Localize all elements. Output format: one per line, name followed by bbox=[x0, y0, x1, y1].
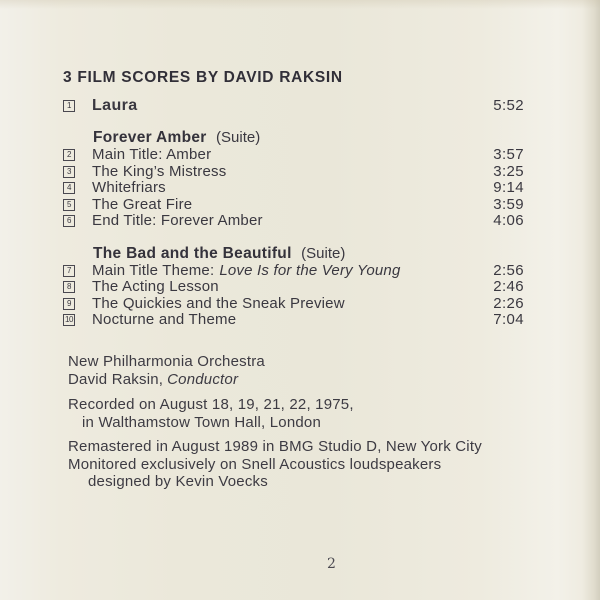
remastering-line-3: designed by Kevin Voecks bbox=[88, 473, 268, 490]
remastering-line-1: Remastered in August 1989 in BMG Studio D, New York City bbox=[68, 438, 482, 455]
recording-credits bbox=[68, 396, 354, 431]
track-title: Nocturne and Theme bbox=[92, 311, 237, 328]
track-row bbox=[62, 95, 524, 116]
track-number-box: 4 bbox=[63, 182, 75, 194]
track-number-box: 3 bbox=[63, 166, 75, 178]
recording-line-1: Recorded on August 18, 19, 21, 22, 1975, bbox=[68, 396, 354, 413]
track-row bbox=[62, 263, 524, 280]
track-time: 3:25 bbox=[493, 162, 524, 180]
track-time: 4:06 bbox=[493, 212, 524, 229]
track-row bbox=[62, 164, 524, 181]
section-heading-title: The Bad and the Beautiful bbox=[93, 244, 292, 262]
track-number-box: 6 bbox=[63, 215, 75, 227]
track-time: 2:46 bbox=[493, 278, 524, 295]
track-time: 7:04 bbox=[493, 311, 524, 328]
page-number: 2 bbox=[327, 556, 336, 572]
recording-line-2: in Walthamstow Town Hall, London bbox=[82, 413, 322, 431]
track-number-box: 7 bbox=[63, 265, 75, 277]
track-row bbox=[62, 312, 524, 329]
track-title: Main Title: Amber bbox=[92, 146, 212, 163]
track-time: 3:57 bbox=[493, 146, 524, 163]
track-number-box: 8 bbox=[63, 281, 75, 293]
remastering-line-2: Monitored exclusively on Snell Acoustics loudspeakers bbox=[68, 455, 442, 473]
track-title: The King’s Mistress bbox=[92, 162, 227, 180]
track-title: The Quickies and the Sneak Preview bbox=[92, 294, 345, 312]
performer-credits bbox=[68, 353, 265, 389]
section-heading-title: Forever Amber bbox=[93, 129, 207, 146]
track-title-italic: Love Is for the Very Young bbox=[219, 261, 401, 279]
track-row bbox=[62, 213, 524, 230]
track-row bbox=[62, 180, 524, 197]
album-title: 3 FILM SCORES BY DAVID RAKSIN bbox=[63, 69, 343, 86]
track-number-box: 5 bbox=[63, 199, 75, 211]
track-title bbox=[92, 263, 493, 280]
section-heading-suffix: (Suite) bbox=[301, 244, 346, 262]
track-number-box: 10 bbox=[63, 314, 75, 326]
track-title: The Great Fire bbox=[92, 195, 193, 213]
section-heading-forever-amber bbox=[62, 128, 524, 147]
track-title: Laura bbox=[92, 97, 138, 114]
track-row bbox=[62, 279, 524, 296]
conductor-line bbox=[68, 371, 265, 389]
track-number-box: 2 bbox=[63, 149, 75, 161]
track-row bbox=[62, 296, 524, 313]
tracklist bbox=[62, 95, 524, 329]
track-time: 5:52 bbox=[493, 97, 524, 114]
track-title: End Title: Forever Amber bbox=[92, 212, 263, 229]
track-title: The Acting Lesson bbox=[92, 278, 219, 295]
track-time: 2:26 bbox=[493, 294, 524, 312]
conductor-role: Conductor bbox=[167, 371, 239, 388]
conductor-name: David Raksin, bbox=[68, 371, 164, 388]
track-title: Whitefriars bbox=[92, 179, 166, 196]
track-number-box: 1 bbox=[63, 100, 75, 112]
remastering-credits bbox=[68, 438, 482, 491]
track-time: 3:59 bbox=[493, 195, 524, 213]
track-time: 9:14 bbox=[493, 179, 524, 196]
track-number-box: 9 bbox=[63, 298, 75, 310]
section-heading-suffix: (Suite) bbox=[216, 129, 261, 146]
track-time: 2:56 bbox=[493, 261, 524, 279]
track-row bbox=[62, 197, 524, 214]
orchestra-name: New Philharmonia Orchestra bbox=[68, 353, 265, 370]
track-row bbox=[62, 147, 524, 164]
section-heading-bad-and-beautiful bbox=[62, 244, 524, 263]
track-title-plain: Main Title Theme: bbox=[92, 261, 215, 279]
